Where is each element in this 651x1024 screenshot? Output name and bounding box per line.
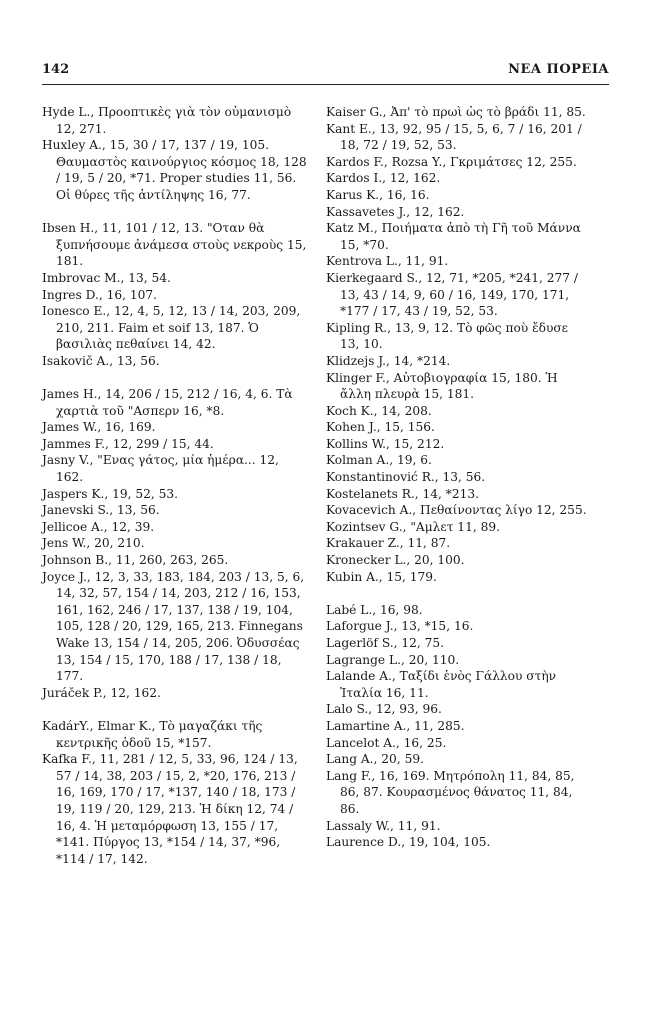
index-entry: Joyce J., 12, 3, 33, 183, 184, 203 / 13, 5, 6, 14, 32, 57, 154 / 14, 203, 212 / 16, 153, 161, 162, 246 / 17, 137, 138 / 19, 104, 105, 128 / 20, 129, 165, 213. Finnegans Wake 13, 154 / 14, 205, 206. Ὀδυσσέας 13, 154 / 15, 170, 188 / 17, 138 / 18, 177. bbox=[42, 569, 305, 684]
page-header bbox=[42, 62, 609, 85]
index-entry: Lassaly W., 11, 91. bbox=[326, 818, 441, 833]
index-entry: Lalo S., 12, 93, 96. bbox=[326, 702, 442, 717]
index-entry: Ingres D., 16, 107. bbox=[42, 287, 157, 302]
index-entry: Klidzejs J., 14, *214. bbox=[326, 353, 451, 368]
index-entry: Jens W., 20, 210. bbox=[42, 536, 145, 551]
index-entry: Kolman A., 19, 6. bbox=[326, 453, 432, 468]
index-entry: Kentrova L., 11, 91. bbox=[326, 254, 449, 269]
index-entry: Kassavetes J., 12, 162. bbox=[326, 204, 465, 219]
index-entry: Lalande A., Ταξίδι ἑνὸς Γάλλου στὴν Ἰταλία 16, 11. bbox=[326, 669, 557, 700]
index-entry: Lagrange L., 20, 110. bbox=[326, 652, 460, 667]
index-entry: Johnson B., 11, 260, 263, 265. bbox=[42, 553, 229, 568]
index-entry: Lancelot A., 16, 25. bbox=[326, 735, 447, 750]
index-entry: Karus K., 16, 16. bbox=[326, 187, 430, 202]
index-entry: Kohen J., 15, 156. bbox=[326, 420, 435, 435]
index-entry: Isakovič A., 13, 56. bbox=[42, 353, 160, 368]
index-entry: Kubin A., 15, 179. bbox=[326, 569, 437, 584]
index-entry: Laforgue J., 13, *15, 16. bbox=[326, 619, 474, 634]
index-entry: Klinger F., Αὐτοβιογραφία 15, 180. Ἡ ἄλλη πλευρὰ 15, 181. bbox=[326, 370, 558, 402]
index-entry: Hyde L., Προοπτικὲς γιὰ τὸν οὐμανισμὸ 12, 271. bbox=[42, 105, 292, 136]
index-entry: James H., 14, 206 / 15, 212 / 16, 4, 6. Τὰ χαρτιὰ τοῦ "Ασπερν 16, *8. bbox=[42, 387, 293, 418]
index-entry: Jaspers K., 19, 52, 53. bbox=[42, 486, 178, 501]
index-entry: Kovacevich A., Πεθαίνοντας λίγο 12, 255. bbox=[326, 503, 587, 518]
index-entry: Jammes F., 12, 299 / 15, 44. bbox=[42, 436, 214, 451]
index-entry: Ibsen H., 11, 101 / 12, 13. "Οταν θὰ ξυπνήσουμε ἀνάμεσα στοὺς νεκροὺς 15, 181. bbox=[42, 221, 307, 269]
index-entry: Labé L., 16, 98. bbox=[326, 602, 423, 617]
page-number: 142 bbox=[42, 62, 70, 77]
running-title: ΝΕΑ ΠΟΡΕΙΑ bbox=[508, 62, 609, 77]
index-entry: Krakauer Z., 11, 87. bbox=[326, 536, 451, 551]
index-entry: Kipling R., 13, 9, 12. Τὸ φῶς ποὺ ἔδυσε 13, 10. bbox=[326, 320, 569, 352]
index-entry: Kozintsev G., "Αμλετ 11, 89. bbox=[326, 519, 500, 534]
index-entry: Jellicoe A., 12, 39. bbox=[42, 519, 155, 534]
index-entry: Jasny V., "Ενας γάτος, μία ἡμέρα... 12, 162. bbox=[42, 453, 279, 485]
index-entry: Kostelanets R., 14, *213. bbox=[326, 486, 480, 501]
index-column-right bbox=[326, 104, 591, 851]
index-entry: Kardos F., Rozsa Y., Γκριμάτσες 12, 255. bbox=[326, 154, 577, 169]
index-entry: Lang A., 20, 59. bbox=[326, 752, 424, 767]
index-entry: Lang F., 16, 169. Μητρόπολη 11, 84, 85, 86, 87. Κουρασμένος θάνατος 11, 84, 86. bbox=[326, 768, 575, 816]
index-entry: Juráček P., 12, 162. bbox=[42, 685, 161, 700]
index-entry: Ionesco E., 12, 4, 5, 12, 13 / 14, 203, 209, 210, 211. Faim et soif 13, 187. Ὁ βασιλιὰς πεθαίνει 14, 42. bbox=[42, 304, 301, 352]
index-entry: Kollins W., 15, 212. bbox=[326, 436, 445, 451]
index-entry: Huxley A., 15, 30 / 17, 137 / 19, 105. Θαυμαστὸς καινούργιος κόσμος 18, 128 / 19, 5 / 20, *71. Proper studies 11, 56. Οἱ θύρες τῆς ἀντίληψης 16, 77. bbox=[42, 138, 307, 202]
index-entry: Imbrovac M., 13, 54. bbox=[42, 270, 171, 285]
section-gap bbox=[42, 701, 307, 718]
index-entry: Janevski S., 13, 56. bbox=[42, 503, 160, 518]
index-entry: Lamartine A., 11, 285. bbox=[326, 718, 465, 733]
index-entry: Koch K., 14, 208. bbox=[326, 403, 432, 418]
section-gap bbox=[42, 370, 307, 387]
index-entry: Laurence D., 19, 104, 105. bbox=[326, 835, 491, 850]
index-entry: Kardos I., 12, 162. bbox=[326, 171, 441, 186]
index-entry: KadárY., Elmar K., Τὸ μαγαζάκι τῆς κεντρικῆς ὁδοῦ 15, *157. bbox=[42, 718, 263, 750]
index-column-left bbox=[42, 104, 307, 867]
section-gap bbox=[42, 204, 307, 221]
section-gap bbox=[326, 585, 591, 602]
index-entry: Kafka F., 11, 281 / 12, 5, 33, 96, 124 / 13, 57 / 14, 38, 203 / 15, 2, *20, 176, 213 / 16, 169, 170 / 17, *137, 140 / 18, 173 / 19, 119 / 20, 129, 213. Ἡ δίκη 12, 74 / 16, 4. Ἡ μεταμόρφωση 13, 155 / 17, *141. Πύργος 13, *154 / 14, 37, *96, *114 / 17, 142. bbox=[42, 752, 298, 866]
index-entry: Kaiser G., Ἀπ' τὸ πρωὶ ὡς τὸ βράδι 11, 85. bbox=[326, 105, 586, 119]
index-entry: James W., 16, 169. bbox=[42, 420, 156, 435]
index-entry: Kierkegaard S., 12, 71, *205, *241, 277 / 13, 43 / 14, 9, 60 / 16, 149, 170, 171, *177 / 17, 43 / 19, 52, 53. bbox=[326, 270, 578, 319]
index-entry: Katz M., Ποιήματα ἀπὸ τὴ Γῆ τοῦ Μάννα 15, *70. bbox=[326, 221, 581, 252]
index-entry: Lagerlöf S., 12, 75. bbox=[326, 636, 444, 650]
index-entry: Kronecker L., 20, 100. bbox=[326, 553, 465, 568]
index-entry: Kant E., 13, 92, 95 / 15, 5, 6, 7 / 16, 201 / 18, 72 / 19, 52, 53. bbox=[326, 121, 582, 153]
index-entry: Konstantinović R., 13, 56. bbox=[326, 470, 486, 485]
